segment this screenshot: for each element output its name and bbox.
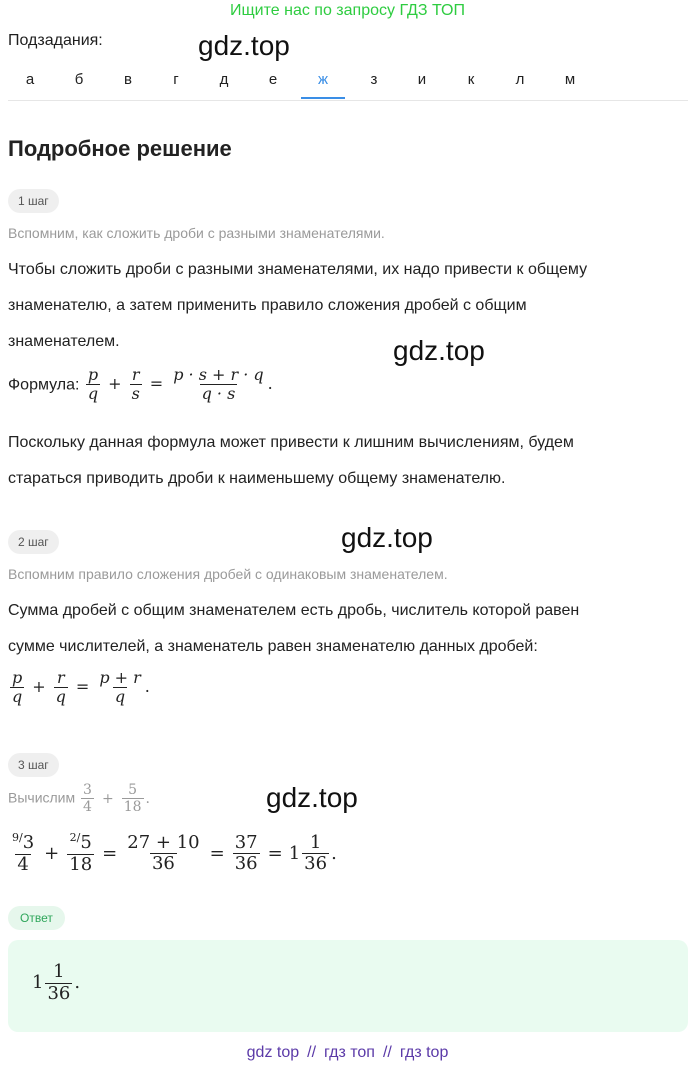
tab-k[interactable]: к: [467, 71, 475, 88]
computation-math: $\frac{^{9/}3}{4}$ + $\frac{^{2/}5}{18}$ = $\frac{27 + 10}{36}$ = $\frac{37}{36}$ = 1 $\frac{1}{36}$ .: [12, 831, 337, 875]
formula-general: [8, 366, 273, 404]
tab-v[interactable]: в: [124, 71, 132, 88]
answer-math: 1 $\frac{1}{36}$ .: [32, 961, 81, 1004]
step-hint: Вспомним, как сложить дроби с разными знаменателями.: [8, 225, 385, 241]
footer-links: [0, 1044, 695, 1062]
tab-e[interactable]: е: [268, 71, 278, 88]
formula-math: $\frac{p}{q}$ + $\frac{r}{q}$ = $\frac{p + r}{q}$ .: [12, 668, 150, 707]
text-line: Поскольку данная формула может привести к лишним вычислениям, будем: [8, 434, 574, 451]
step-note: [8, 425, 688, 497]
answer-value: [32, 962, 80, 1004]
watermark: gdz.top: [341, 522, 433, 553]
solution-title: Подробное решение: [8, 136, 232, 161]
step-text: [8, 593, 688, 665]
watermark: gdz.top: [198, 30, 290, 61]
text-line: знаменателю, а затем применить правило сложения дробей с общим: [8, 297, 527, 314]
step-badge: 1 шаг: [8, 189, 59, 213]
tab-m[interactable]: м: [564, 71, 576, 88]
answer-badge: Ответ: [8, 906, 65, 930]
promo-banner[interactable]: Ищите нас по запросу ГДЗ ТОП: [230, 2, 465, 19]
tab-l[interactable]: л: [515, 71, 525, 88]
hint-text: Вычислим: [8, 789, 76, 806]
tab-b[interactable]: б: [74, 71, 84, 88]
text-line: Чтобы сложить дроби с разными знаменателями, их надо привести к общему: [8, 261, 588, 278]
footer-separator: //: [382, 1044, 392, 1061]
formula-same-denominator: [8, 669, 150, 707]
watermark: gdz.top: [393, 335, 485, 366]
task-expression: $\frac{3}{4}$ + $\frac{5}{18}$ .: [83, 782, 150, 816]
tab-d[interactable]: д: [219, 71, 229, 88]
footer-separator: //: [307, 1044, 317, 1061]
footer-link[interactable]: гдз top: [399, 1044, 449, 1061]
text-line: Сумма дробей с общим знаменателем есть дробь, числитель которой равен: [8, 602, 580, 619]
text-line: знаменателем.: [8, 333, 120, 350]
tab-g[interactable]: г: [173, 71, 179, 88]
answer-box: [8, 940, 688, 1032]
step-text: [8, 252, 688, 360]
text-line: стараться приводить дроби к наименьшему общему знаменателю.: [8, 470, 506, 487]
step-hint: Вспомним правило сложения дробей с одинаковым знаменателем.: [8, 566, 448, 582]
step-hint: [8, 782, 150, 815]
tab-a[interactable]: а: [25, 71, 35, 88]
step-badge: 3 шаг: [8, 753, 59, 777]
subtasks-label: Подзадания:: [8, 32, 103, 49]
tab-i[interactable]: и: [417, 71, 427, 88]
subtask-tabs: [8, 66, 688, 101]
formula-label: Формула:: [8, 376, 80, 394]
formula-math: $\frac{p}{q}$ + $\frac{r}{s}$ = $\frac{p \cdot s + r \cdot q}{q \cdot s}$ .: [87, 365, 273, 404]
footer-link[interactable]: gdz top: [246, 1044, 300, 1061]
step-badge: 2 шаг: [8, 530, 59, 554]
watermark: gdz.top: [266, 782, 358, 813]
computation: [8, 832, 337, 875]
text-line: сумме числителей, а знаменатель равен знаменателю данных дробей:: [8, 638, 538, 655]
tab-z[interactable]: з: [370, 71, 378, 88]
footer-link[interactable]: гдз топ: [324, 1044, 375, 1061]
tab-zh[interactable]: ж: [301, 66, 345, 99]
